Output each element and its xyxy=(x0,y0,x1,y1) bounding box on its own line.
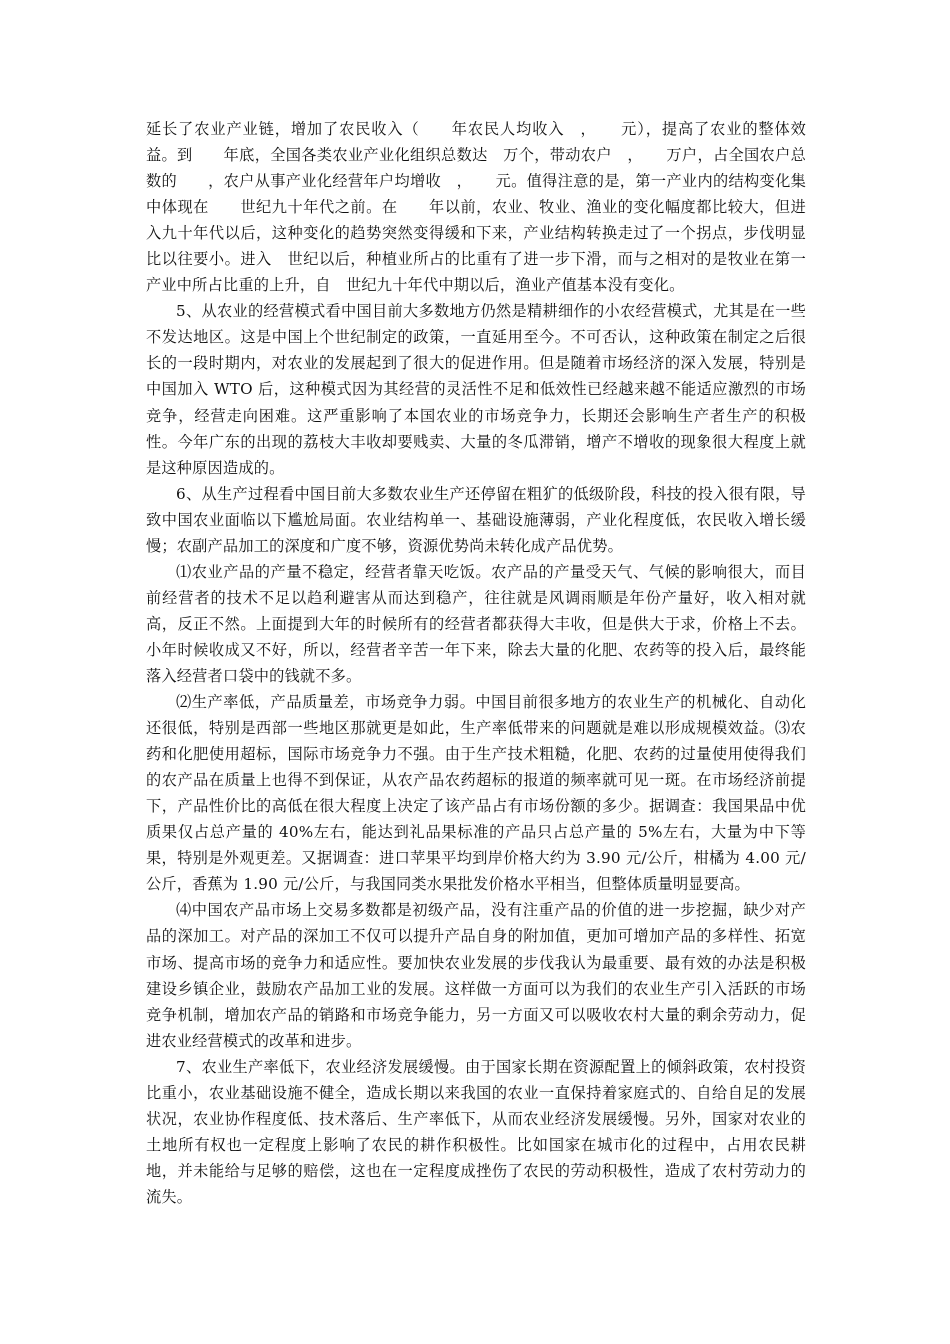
paragraph-continuation: 延长了农业产业链，增加了农民收入（ 年农民人均收入 ， 元），提高了农业的整体效益。到 年底，全国各类农业产业化组织总数达 万个，带动农户 ， 万户，占全国农户总数的 ，农户从事产业化经营年户均增收 ， 元。值得注意的是，第一产业内的结构变化集中体现在 世纪九十年代之前。在 年以前，农业、牧业、渔业的变化幅度都比较大，但进入九十年代以后，这种变化的趋势突然变得缓和下来，产业结构转换走过了一个拐点，步伐明显比以往要小。进入 世纪以后，种植业所占的比重有了进一步下滑，而与之相对的是牧业在第一产业中所占比重的上升，自 世纪九十年代中期以后，渔业产值基本没有变化。 xyxy=(146,120,806,295)
document-page xyxy=(146,116,806,1210)
paragraph-point-6: 6、从生产过程看中国目前大多数农业生产还停留在粗犷的低级阶段，科技的投入很有限，导致中国农业面临以下尴尬局面。农业结构单一、基础设施薄弱，产业化程度低，农民收入增长缓慢；农副产品加工的深度和广度不够，资源优势尚未转化成产品优势。 xyxy=(146,484,806,555)
paragraph-subpoint-1: ⑴农业产品的产量不稳定，经营者靠天吃饭。农产品的产量受天气、气候的影响很大，而目前经营者的技术不足以趋利避害从而达到稳产，往往就是风调雨顺是年份产量好，收入相对就高，反正不然。上面提到大年的时候所有的经营者都获得大丰收，但是供大于求，价格上不去。小年时候收成又不好，所以，经营者辛苦一年下来，除去大量的化肥、农药等的投入后，最终能落入经营者口袋中的钱就不多。 xyxy=(146,562,806,685)
paragraph-subpoint-4: ⑷中国农产品市场上交易多数都是初级产品，没有注重产品的价值的进一步挖掘，缺少对产品的深加工。对产品的深加工不仅可以提升产品自身的附加值，更加可增加产品的多样性、拓宽市场、提高市场的竞争力和适应性。要加快农业发展的步伐我认为最重要、最有效的办法是积极建设乡镇企业，鼓励农产品加工业的发展。这样做一方面可以为我们的农业生产引入活跃的市场竞争机制，增加农产品的销路和市场竞争能力，另一方面又可以吸收农村大量的剩余劳动力，促进农业经营模式的改革和进步。 xyxy=(146,901,806,1050)
paragraph-point-5: 5、从农业的经营模式看中国目前大多数地方仍然是精耕细作的小农经营模式，尤其是在一些不发达地区。这是中国上个世纪制定的政策，一直延用至今。不可否认，这种政策在制定之后很长的一段时期内，对农业的发展起到了很大的促进作用。但是随着市场经济的深入发展，特别是中国加入 WTO 后，这种模式因为其经营的灵活性不足和低效性已经越来越不能适应激烈的市场竞争，经营走向困难。这严重影响了本国农业的市场竞争力，长期还会影响生产者生产的积极性。今年广东的出现的荔枝大丰收却要贱卖、大量的冬瓜滞销，增产不增收的现象很大程度上就是这种原因造成的。 xyxy=(146,302,806,477)
paragraph-subpoint-2-3: ⑵生产率低，产品质量差，市场竞争力弱。中国目前很多地方的农业生产的机械化、自动化还很低，特别是西部一些地区那就更是如此，生产率低带来的问题就是难以形成规模效益。⑶农药和化肥使用超标，国际市场竞争力不强。由于生产技术粗糙，化肥、农药的过量使用使得我们的农产品在质量上也得不到保证，从农产品农药超标的报道的频率就可见一斑。在市场经济前提下，产品性价比的高低在很大程度上决定了该产品占有市场份额的多少。据调查：我国果品中优质果仅占总产量的 40%左右，能达到礼品果标准的产品只占总产量的 5%左右，大量为中下等果，特别是外观更差。又据调查：进口苹果平均到岸价格大约为 3.90 元/公斤，柑橘为 4.00 元/公斤，香蕉为 1.90 元/公斤，与我国同类水果批发价格水平相当，但整体质量明显要高。 xyxy=(146,693,806,894)
paragraph-point-7: 7、农业生产率低下，农业经济发展缓慢。由于国家长期在资源配置上的倾斜政策，农村投资比重小，农业基础设施不健全，造成长期以来我国的农业一直保持着家庭式的、自给自足的发展状况，农业协作程度低、技术落后、生产率低下，从而农业经济发展缓慢。另外，国家对农业的土地所有权也一定程度上影响了农民的耕作积极性。比如国家在城市化的过程中，占用农民耕地，并未能给与足够的赔偿，这也在一定程度成挫伤了农民的劳动积极性，造成了农村劳动力的流失。 xyxy=(146,1057,806,1206)
